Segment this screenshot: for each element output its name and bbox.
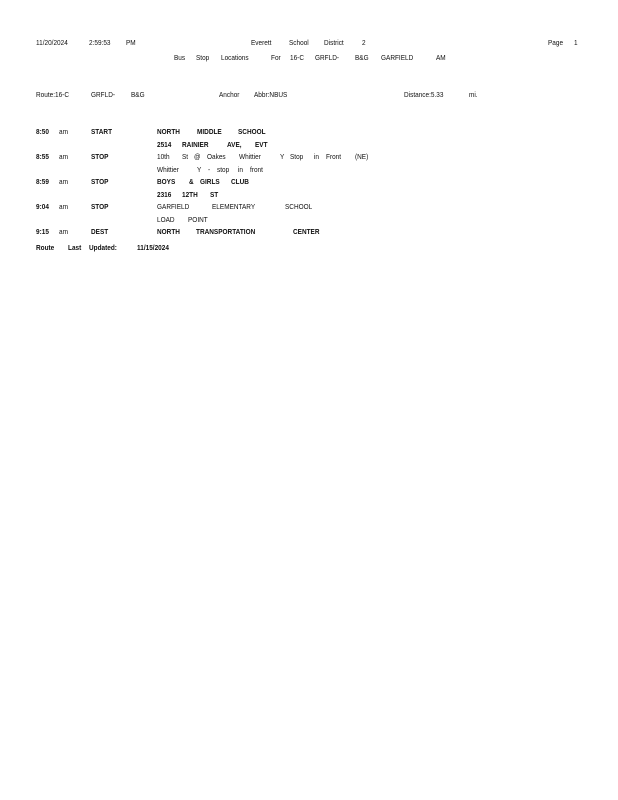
- stop-address-word: LOAD: [157, 215, 175, 224]
- district-word-4: 2: [362, 38, 366, 47]
- stop-time: 9:04: [36, 202, 49, 211]
- stop-address-word: EVT: [255, 140, 268, 149]
- stop-address-word: POINT: [188, 215, 208, 224]
- report-date: 11/20/2024: [36, 38, 68, 47]
- report-time: 2:59:53: [89, 38, 111, 47]
- footer-word-1: Route: [36, 243, 55, 252]
- district-word-1: Everett: [251, 38, 272, 47]
- report-time-ampm: PM: [126, 38, 136, 47]
- stop-address-word: 2514: [157, 140, 172, 149]
- subtitle-word-9: AM: [436, 53, 446, 62]
- stop-address-word: 2316: [157, 190, 172, 199]
- stop-name-word: (NE): [355, 152, 369, 161]
- stop-type: START: [91, 127, 113, 136]
- footer-word-2: Last: [68, 243, 82, 252]
- stop-type: DEST: [91, 227, 109, 236]
- stop-name-word: Front: [326, 152, 342, 161]
- stop-address-word: Whittier: [157, 165, 179, 174]
- stop-name-word: Whittier: [239, 152, 261, 161]
- stop-address-word: stop: [217, 165, 230, 174]
- stop-time: 8:59: [36, 177, 49, 186]
- district-word-2: School: [289, 38, 309, 47]
- subtitle-word-3: Locations: [221, 53, 249, 62]
- subtitle-word-1: Bus: [174, 53, 186, 62]
- route-abbr: Abbr:NBUS: [254, 90, 288, 99]
- stop-name-word: GARFIELD: [157, 202, 190, 211]
- stop-name-word: NORTH: [157, 227, 180, 236]
- stop-name-word: in: [314, 152, 320, 161]
- stop-ampm: am: [59, 152, 68, 161]
- distance-unit: mi.: [469, 90, 478, 99]
- stop-name-word: Stop: [290, 152, 304, 161]
- stop-name-word: CLUB: [231, 177, 249, 186]
- stop-type: STOP: [91, 177, 109, 186]
- stop-name-word: SCHOOL: [238, 127, 266, 136]
- anchor-label: Anchor: [219, 90, 240, 99]
- stop-address-word: ST: [210, 190, 219, 199]
- stop-name-word: MIDDLE: [197, 127, 222, 136]
- page-number: 1: [574, 38, 578, 47]
- stop-time: 8:55: [36, 152, 49, 161]
- stop-ampm: am: [59, 177, 68, 186]
- subtitle-word-6: GRFLD-: [315, 53, 340, 62]
- stop-name-word: @: [194, 152, 201, 161]
- stop-name-word: BOYS: [157, 177, 176, 186]
- subtitle-word-7: B&G: [355, 53, 369, 62]
- stop-name-word: Oakes: [207, 152, 226, 161]
- stop-name-word: ELEMENTARY: [212, 202, 256, 211]
- stop-address-word: Y: [197, 165, 202, 174]
- stop-name-word: CENTER: [293, 227, 320, 236]
- stop-address-word: 12TH: [182, 190, 198, 199]
- stop-time: 9:15: [36, 227, 49, 236]
- stop-ampm: am: [59, 202, 68, 211]
- route-distance: Distance:5.33: [404, 90, 444, 99]
- route-code: Route:16-C: [36, 90, 69, 99]
- route-name-1: GRFLD-: [91, 90, 116, 99]
- stop-name-word: &: [189, 177, 194, 186]
- stop-name-word: GIRLS: [200, 177, 220, 186]
- footer-word-3: Updated:: [89, 243, 117, 252]
- stop-time: 8:50: [36, 127, 49, 136]
- stop-address-word: front: [250, 165, 263, 174]
- stop-type: STOP: [91, 202, 109, 211]
- stop-ampm: am: [59, 127, 68, 136]
- stop-address-word: in: [238, 165, 244, 174]
- subtitle-word-2: Stop: [196, 53, 210, 62]
- subtitle-word-8: GARFIELD: [381, 53, 414, 62]
- route-name-2: B&G: [131, 90, 145, 99]
- stop-name-word: NORTH: [157, 127, 180, 136]
- stop-type: STOP: [91, 152, 109, 161]
- stop-name-word: 10th: [157, 152, 170, 161]
- stop-ampm: am: [59, 227, 68, 236]
- subtitle-word-5: 16-C: [290, 53, 304, 62]
- route-updated-date: 11/15/2024: [137, 243, 169, 252]
- stop-name-word: TRANSPORTATION: [196, 227, 256, 236]
- stop-address-word: -: [208, 165, 211, 174]
- stop-address-word: RAINIER: [182, 140, 209, 149]
- stop-name-word: St: [182, 152, 189, 161]
- stop-address-word: AVE,: [227, 140, 242, 149]
- stop-name-word: Y: [280, 152, 285, 161]
- stop-name-word: SCHOOL: [285, 202, 313, 211]
- district-word-3: District: [324, 38, 344, 47]
- subtitle-word-4: For: [271, 53, 281, 62]
- page-label: Page: [548, 38, 564, 47]
